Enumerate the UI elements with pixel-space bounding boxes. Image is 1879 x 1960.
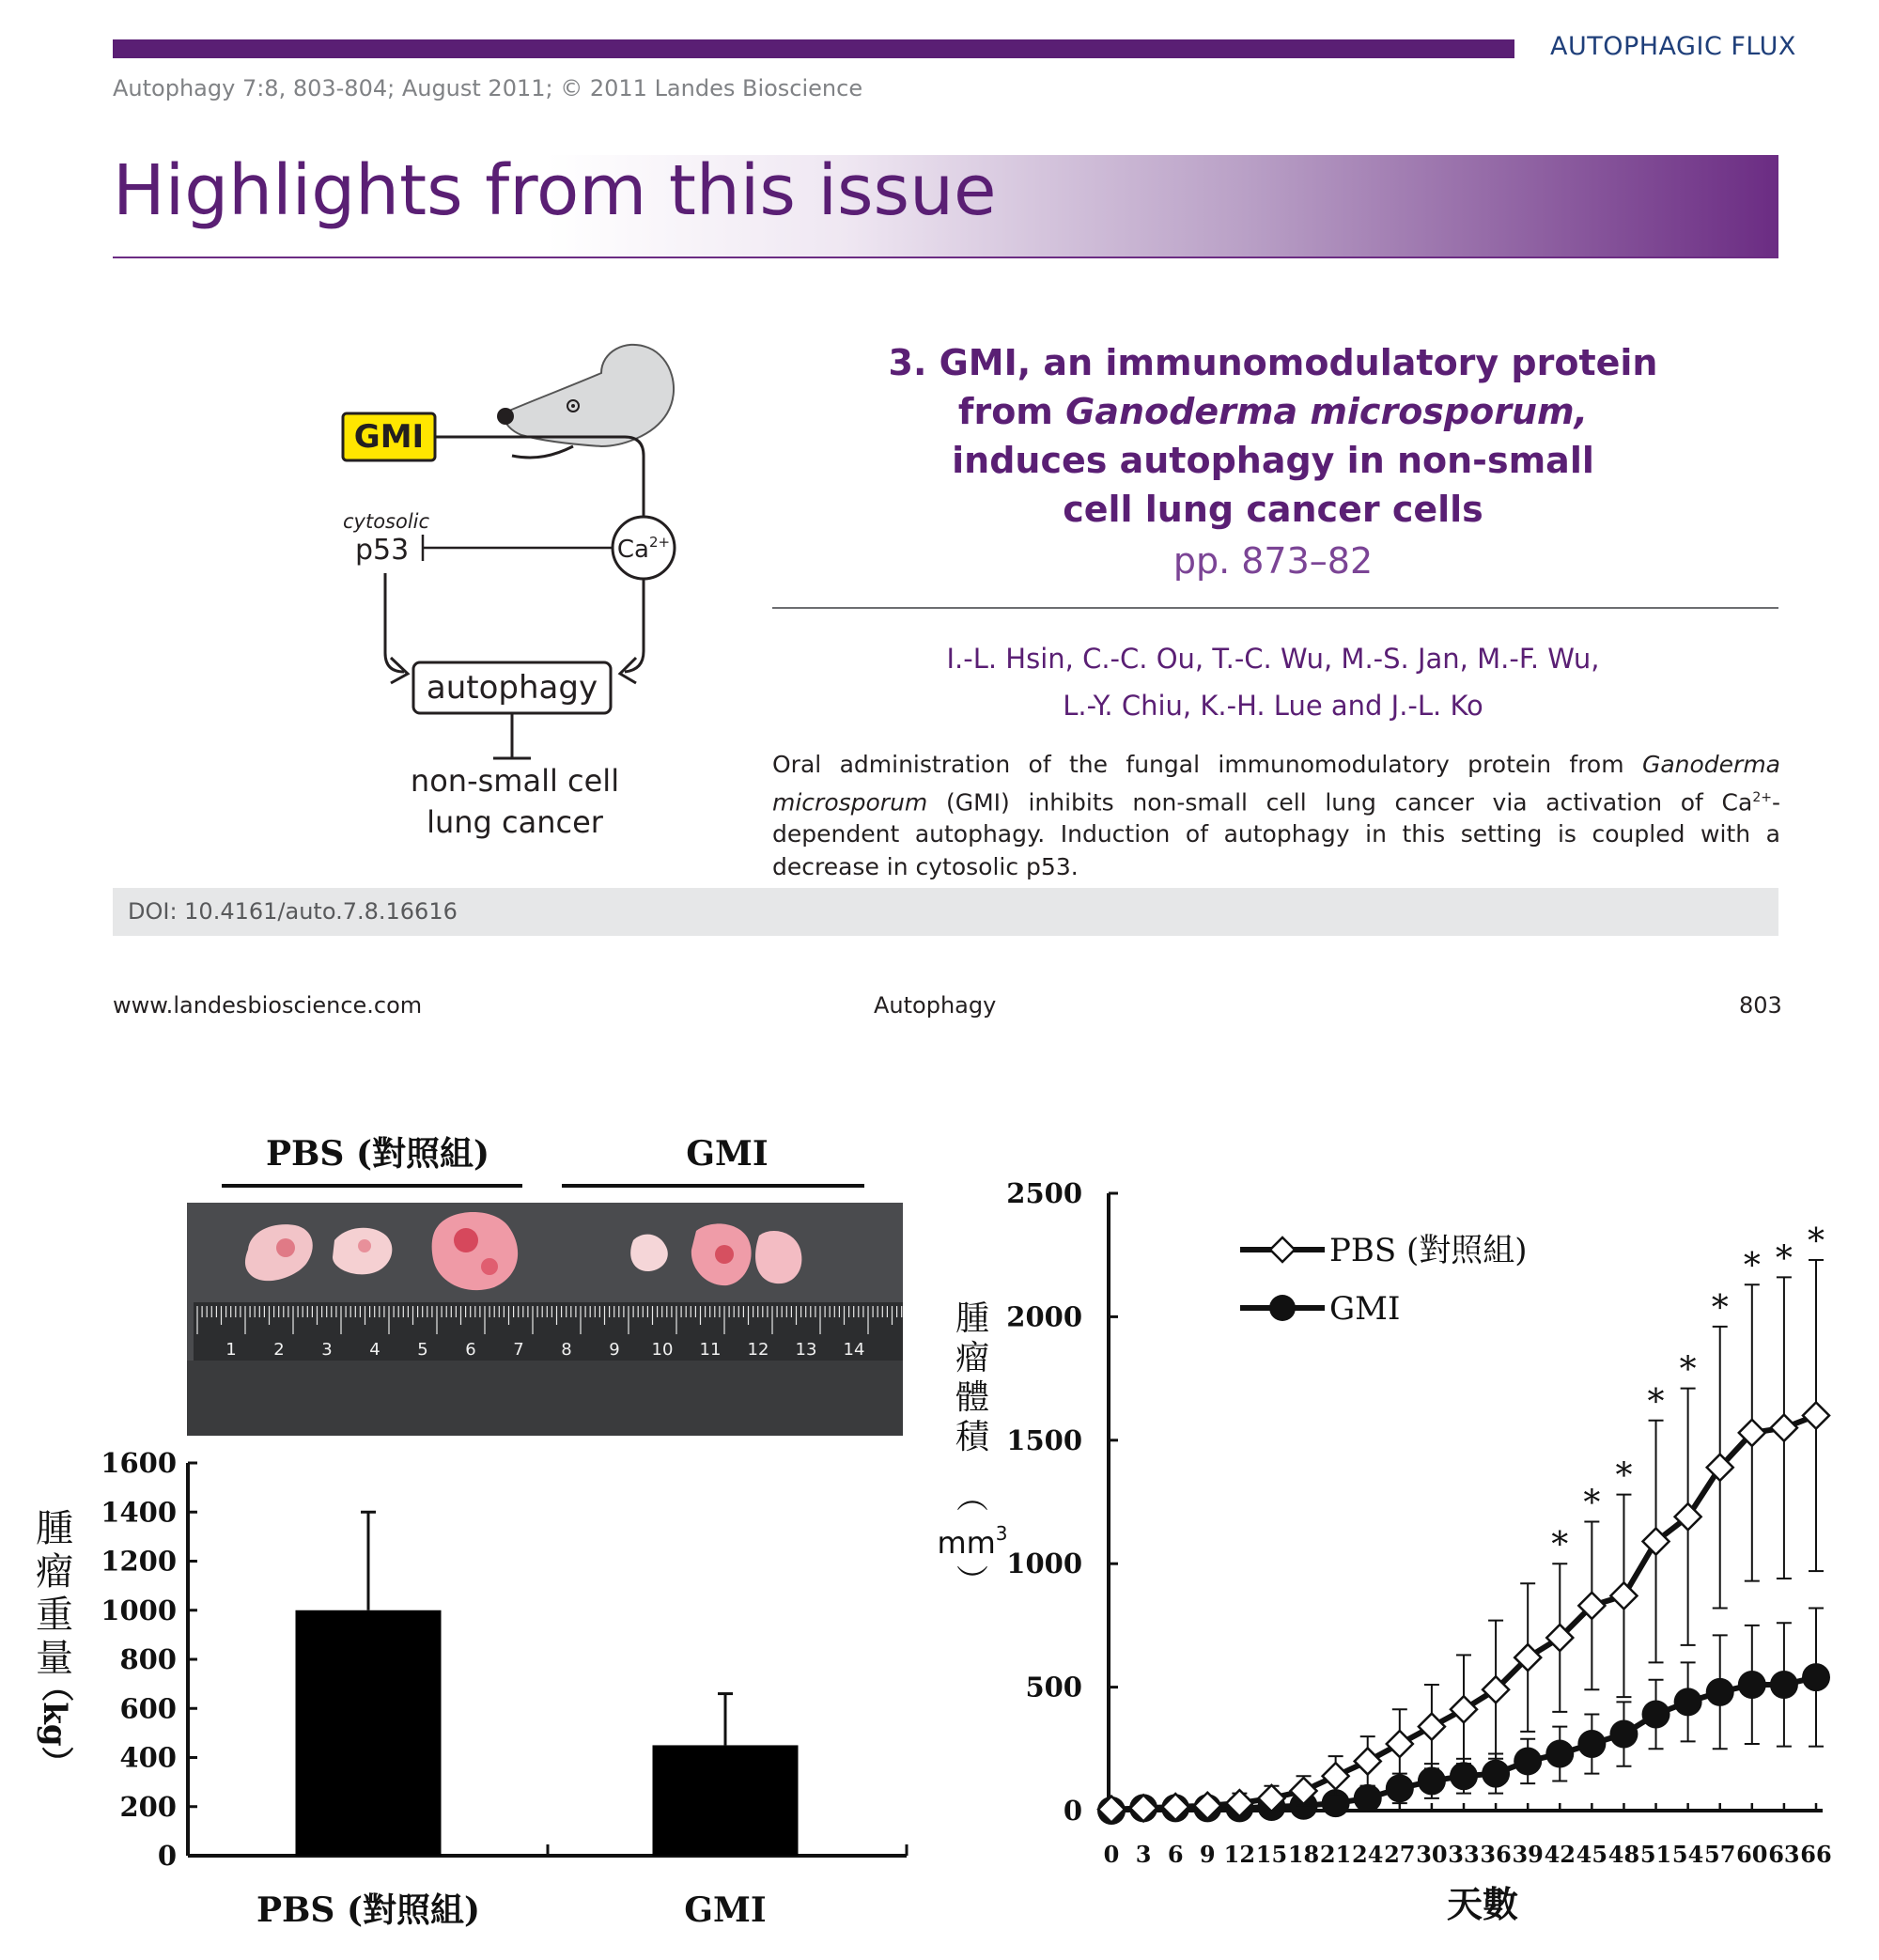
ruler-number: 1 [225, 1340, 237, 1360]
line-ytick-label: 2500 [1006, 1177, 1082, 1209]
tumor-photo-panel [184, 1128, 906, 1438]
photo-group-left: PBS (對照組) [265, 1134, 490, 1174]
line-ylabel-char: 積 [955, 1418, 990, 1456]
line-xtick-label: 9 [1199, 1841, 1216, 1868]
section-tag: AUTOPHAGIC FLUX [1550, 32, 1796, 61]
calcium-label: Ca [616, 536, 649, 564]
line-ylabel-paren-close: ︶ [956, 1563, 988, 1601]
ruler-number: 7 [513, 1340, 524, 1360]
line-xtick-label: 0 [1103, 1841, 1120, 1868]
legend-label-pbs: PBS (對照組) [1329, 1232, 1528, 1269]
ruler-number: 2 [273, 1340, 285, 1360]
legend-label-gmi: GMI [1329, 1290, 1401, 1328]
line-xtick-label: 60 [1736, 1841, 1768, 1868]
article-title-line3: induces autophagy in non-small [952, 440, 1594, 481]
significance-star: * [1615, 1456, 1633, 1496]
ruler-number: 3 [321, 1340, 333, 1360]
line-xlabel: 天數 [1446, 1884, 1519, 1925]
line-ylabel-unit: $mm^3$ [937, 1522, 1008, 1561]
data-point [1674, 1688, 1702, 1716]
ruler-number: 4 [369, 1340, 380, 1360]
article-title-line4: cell lung cancer cells [1063, 489, 1483, 530]
bar-ylabel-char: 腫 [36, 1507, 73, 1550]
footer-journal: Autophagy [874, 992, 997, 1019]
ruler-number: 13 [795, 1340, 817, 1360]
data-point [1354, 1784, 1382, 1812]
line-xtick-label: 36 [1480, 1841, 1512, 1868]
data-point [1738, 1671, 1766, 1699]
bar-ytick-label: 1400 [101, 1496, 177, 1529]
line-xtick-label: 57 [1704, 1841, 1736, 1868]
autophagy-label: autophagy [426, 669, 598, 707]
line-xtick-label: 12 [1223, 1841, 1256, 1868]
line-ytick-label: 500 [1025, 1671, 1082, 1703]
line-xtick-label: 33 [1448, 1841, 1480, 1868]
line-xtick-label: 45 [1576, 1841, 1608, 1868]
data-point [1419, 1714, 1445, 1740]
data-point [1770, 1671, 1798, 1699]
line-legend [1240, 1232, 1528, 1328]
footer-page-number: 803 [1739, 992, 1782, 1019]
data-point [1545, 1740, 1574, 1768]
data-point [1418, 1766, 1446, 1795]
significance-star: * [1743, 1247, 1761, 1286]
ruler-number: 12 [747, 1340, 769, 1360]
p53-label: p53 [355, 534, 410, 567]
line-ytick-label: 1500 [1006, 1423, 1082, 1456]
bar-category-label: GMI [684, 1890, 767, 1930]
data-point [1387, 1731, 1413, 1757]
data-point [1355, 1748, 1381, 1774]
significance-star: * [1808, 1221, 1825, 1261]
ruler-number: 5 [417, 1340, 428, 1360]
line-xtick-label: 27 [1384, 1841, 1416, 1868]
data-point [1803, 1403, 1829, 1429]
authors-line1: I.-L. Hsin, C.-C. Ou, T.-C. Wu, M.-S. Jan, M.-F. Wu, [946, 643, 1600, 675]
line-ylabel-paren-open: ︵ [956, 1479, 988, 1517]
cytosolic-label: cytosolic [343, 510, 430, 533]
bar-ytick-label: 800 [119, 1643, 177, 1675]
top-color-bar [113, 39, 1514, 58]
ruler-number: 14 [843, 1340, 865, 1360]
line-ytick-label: 2000 [1006, 1300, 1082, 1333]
calcium-charge: 2+ [648, 534, 671, 551]
line-xtick-label: 3 [1135, 1841, 1152, 1868]
outcome-line1: non-small cell [410, 763, 620, 799]
bar-ytick-label: 1200 [101, 1545, 177, 1578]
line-xtick-label: 63 [1768, 1841, 1800, 1868]
article-title-line1: 3. GMI, an immunomodulatory protein [888, 342, 1658, 383]
gmi-pathway-diagram [319, 334, 714, 855]
line-xtick-label: 42 [1544, 1841, 1576, 1868]
ruler-number: 9 [609, 1340, 620, 1360]
bar-ylabel-char: 瘤 [36, 1550, 73, 1594]
photo-group-right: GMI [686, 1134, 769, 1174]
bar-ytick-label: 0 [157, 1840, 177, 1872]
article-pages: pp. 873–82 [1172, 540, 1374, 582]
title-underline [113, 257, 1778, 258]
data-point [1610, 1582, 1637, 1609]
line-xtick-label: 66 [1800, 1841, 1832, 1868]
line-ytick-label: 0 [1063, 1795, 1082, 1827]
bar-ytick-label: 200 [119, 1790, 177, 1823]
data-point [1451, 1696, 1477, 1722]
heading-rule [772, 607, 1778, 609]
bar-ytick-label: 400 [119, 1741, 177, 1774]
bar-ytick-label: 600 [119, 1692, 177, 1725]
ruler-number: 10 [651, 1340, 674, 1360]
authors-line2: L.-Y. Chiu, K.-H. Lue and J.-L. Ko [1063, 690, 1483, 722]
line-ylabel-char: 瘤 [955, 1339, 990, 1377]
data-point [1609, 1720, 1638, 1749]
line-xtick-label: 54 [1671, 1841, 1704, 1868]
significance-star: * [1711, 1288, 1729, 1328]
data-point [1642, 1701, 1670, 1729]
authors [752, 635, 1794, 729]
data-point [1577, 1730, 1606, 1758]
article-title-line2: from Ganoderma microsporum, [957, 391, 1589, 432]
data-point [1771, 1415, 1797, 1441]
citation: Autophagy 7:8, 803-804; August 2011; © 2011 Landes Bioscience [113, 75, 863, 101]
significance-star: * [1775, 1239, 1793, 1279]
data-point [1802, 1663, 1830, 1691]
line-xtick-label: 21 [1319, 1841, 1352, 1868]
data-point [1514, 1747, 1542, 1775]
bar-ytick-label: 1000 [101, 1594, 177, 1626]
data-point [1706, 1678, 1734, 1706]
significance-star: * [1647, 1382, 1665, 1422]
bar-ylabel-unit: （kg） [36, 1670, 73, 1779]
bar-pbs [296, 1610, 442, 1856]
line-ytick-label: 1000 [1006, 1548, 1082, 1580]
significance-star: * [1583, 1484, 1601, 1523]
line-xtick-label: 39 [1512, 1841, 1544, 1868]
doi-text[interactable]: DOI: 10.4161/auto.7.8.16616 [128, 898, 458, 925]
bar-ylabel-char: 量 [36, 1637, 73, 1680]
line-xtick-label: 24 [1352, 1841, 1384, 1868]
abstract: Oral administration of the fungal immunomodulatory protein from Ganoderma microsporum (GMI) inhibits non-small cell lung cancer via activation of $Ca^{2+}$-dependent autophagy. Induction of autophagy in this setting is coupled with a decrease in cytosolic p53. [772, 751, 1780, 880]
line-xtick-label: 15 [1255, 1841, 1288, 1868]
data-point [1450, 1762, 1478, 1790]
gmi-label: GMI [353, 418, 425, 456]
line-xtick-label: 30 [1416, 1841, 1448, 1868]
footer-website-link[interactable]: www.landesbioscience.com [113, 992, 423, 1019]
line-ylabel-char: 腫 [955, 1299, 990, 1338]
line-xtick-label: 6 [1167, 1841, 1184, 1868]
data-point [1482, 1760, 1510, 1788]
ruler-number: 11 [699, 1340, 722, 1360]
data-point [1323, 1763, 1349, 1789]
line-xtick-label: 48 [1607, 1841, 1640, 1868]
ruler-number: 8 [561, 1340, 572, 1360]
line-xtick-label: 18 [1287, 1841, 1320, 1868]
tumor-volume-line-chart [930, 1160, 1870, 1940]
outcome-line2: lung cancer [427, 804, 603, 840]
mouse-icon [497, 345, 674, 458]
article-heading [752, 338, 1794, 588]
significance-star: * [1679, 1350, 1697, 1390]
bar-ylabel-char: 重 [36, 1594, 73, 1637]
ruler-number: 6 [465, 1340, 476, 1360]
species-name: Ganoderma microsporum, [1065, 391, 1589, 432]
bar-ytick-label: 1600 [101, 1447, 177, 1479]
tumor-weight-bar-chart [19, 1442, 940, 1940]
bar-gmi [653, 1745, 799, 1856]
line-ylabel-char: 體 [955, 1378, 990, 1417]
page-title: Highlights from this issue [113, 150, 997, 231]
bar-category-label: PBS (對照組) [256, 1890, 481, 1930]
line-xtick-label: 51 [1639, 1841, 1672, 1868]
significance-star: * [1551, 1526, 1569, 1565]
